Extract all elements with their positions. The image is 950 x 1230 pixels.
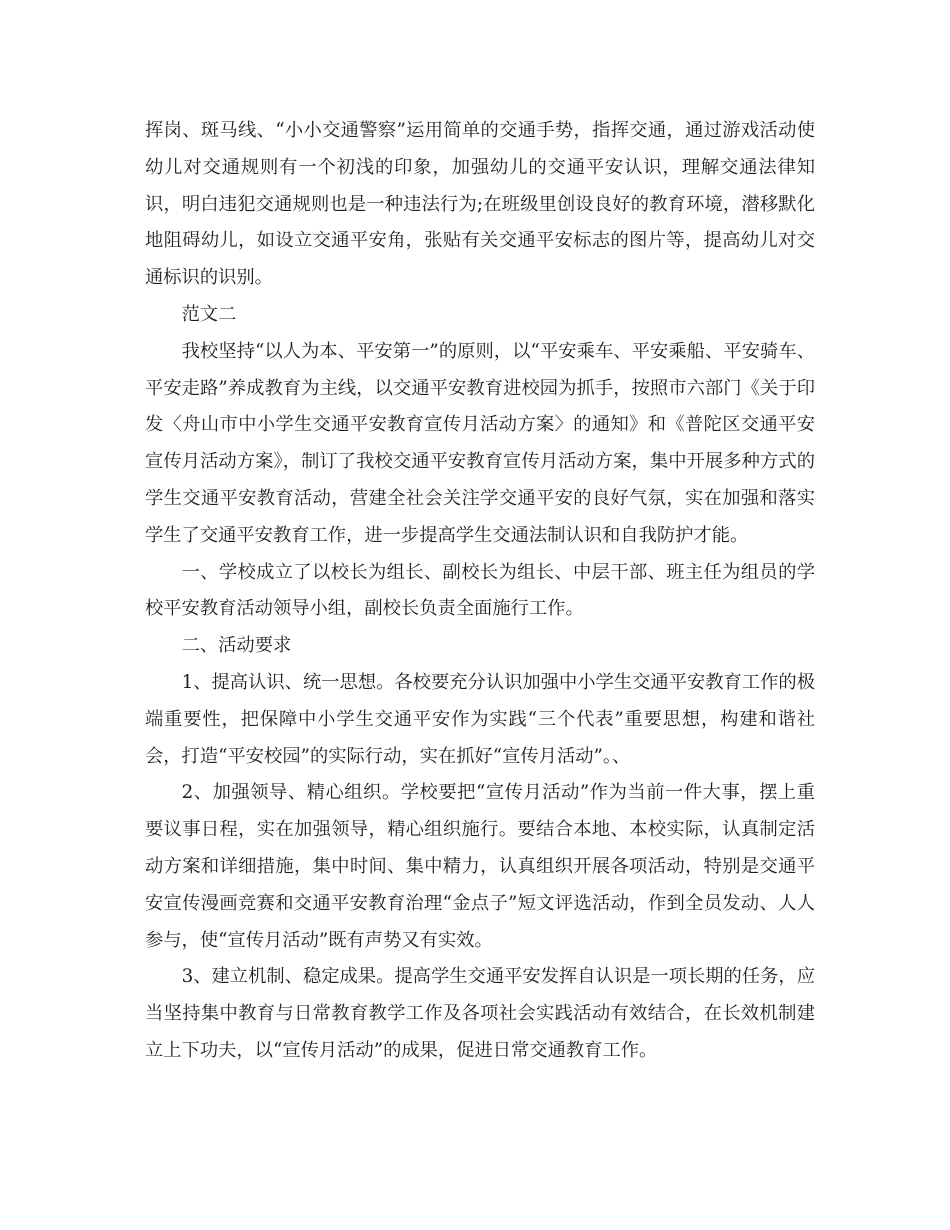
paragraph-requirement-3: 3、建立机制、稳定成果。提高学生交通平安发挥自认识是一项长期的任务，应当坚持集中教育与日常教育教学工作及各项社会实践活动有效结合，在长效机制建立上下功夫，以“宣传月活动”的成果，促进日常交通教育工作。 [145, 966, 815, 1061]
section-heading-requirements: 二、活动要求 [181, 635, 292, 657]
paragraph-requirement-2: 2、加强领导、精心组织。学校要把“宣传月活动”作为当前一件大事，摆上重要议事日程，实在加强领导，精心组织施行。要结合本地、本校实际，认真制定活动方案和详细措施，集中时间、集中精力，认真组织开展各项活动，特别是交通平安宣传漫画竞赛和交通平安教育治理“金点子”短文评选活动，作到全员发动、人人参与，使“宣传月活动”既有声势又有实效。 [145, 782, 815, 951]
paragraph-intro: 我校坚持“以人为本、平安第一”的原则，以“平安乘车、平安乘船、平安骑车、平安走路”养成教育为主线，以交通平安教育进校园为抓手，按照市六部门《关于印发〈舟山市中小学生交通平安教育宣传月活动方案〉的通知》和《普陀区交通平安宣传月活动方案》，制订了我校交通平安教育宣传月活动方案，集中开展多种方式的学生交通平安教育活动，营建全社会关注学交通平安的良好气氛，实在加强和落实学生了交通平安教育工作，进一步提高学生交通法制认识和自我防护才能。 [145, 340, 815, 546]
paragraph-continuation: 挥岗、斑马线、“小小交通警察”运用简单的交通手势，指挥交通，通过游戏活动使幼儿对交通规则有一个初浅的印象，加强幼儿的交通平安认识，理解交通法律知识，明白违犯交通规则也是一种违法行为;在班级里创设良好的教育环境，潜移默化地阻碍幼儿，如设立交通平安角，张贴有关交通平安标志的图片等，提高幼儿对交通标识的识别。 [145, 120, 815, 289]
paragraph-requirement-1: 1、提高认识、统一思想。各校要充分认识加强中小学生交通平安教育工作的极端重要性，把保障中小学生交通平安作为实践“三个代表”重要思想，构建和谐社会，打造“平安校园”的实际行动，实在抓好“宣传月活动”。、 [145, 671, 815, 767]
section-heading-sample-two: 范文二 [181, 303, 237, 325]
paragraph-item-one: 一、学校成立了以校长为组长、副校长为组长、中层干部、班主任为组员的学校平安教育活动领导小组，副校长负责全面施行工作。 [145, 561, 815, 620]
document-body [145, 113, 815, 1070]
